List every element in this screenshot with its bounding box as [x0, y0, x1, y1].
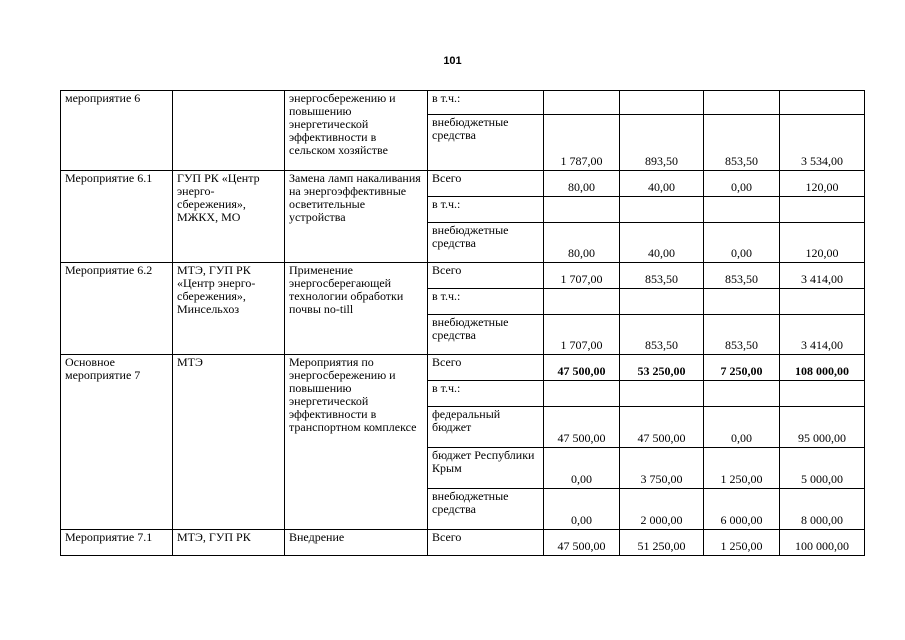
table-row [61, 530, 865, 556]
description-cell: Мероприятия по энергосбережению и повышению энергетической эффективности в транспортном комплексе [285, 355, 428, 530]
value-cell: 0,00 [704, 407, 780, 448]
value-cell: 0,00 [544, 448, 620, 489]
value-cell: 40,00 [620, 171, 704, 197]
source-label-cell: в т.ч.: [428, 197, 544, 223]
page-number: 101 [443, 55, 462, 67]
table-row [61, 355, 865, 381]
value-cell [780, 91, 865, 115]
value-cell: 6 000,00 [704, 489, 780, 530]
source-label-cell: внебюджетные средства [428, 315, 544, 355]
value-cell: 53 250,00 [620, 355, 704, 381]
value-cell: 1 250,00 [704, 530, 780, 556]
source-label-cell: Всего [428, 263, 544, 289]
value-cell: 47 500,00 [544, 530, 620, 556]
value-cell [544, 289, 620, 315]
source-label-cell: Всего [428, 530, 544, 556]
value-cell: 1 250,00 [704, 448, 780, 489]
value-cell [620, 289, 704, 315]
value-cell [780, 381, 865, 407]
source-label-cell: внебюджетные средства [428, 223, 544, 263]
executor-cell: МТЭ [173, 355, 285, 530]
description-cell: Замена ламп накаливания на энергоэффективные осветительные устройства [285, 171, 428, 263]
executor-cell [173, 91, 285, 171]
value-cell: 0,00 [704, 171, 780, 197]
activity-name-cell: мероприятие 6 [61, 91, 173, 171]
value-cell: 0,00 [544, 489, 620, 530]
value-cell: 47 500,00 [544, 355, 620, 381]
value-cell: 1 707,00 [544, 315, 620, 355]
value-cell: 5 000,00 [780, 448, 865, 489]
value-cell: 108 000,00 [780, 355, 865, 381]
value-cell: 80,00 [544, 223, 620, 263]
value-cell [544, 381, 620, 407]
value-cell [620, 381, 704, 407]
value-cell: 47 500,00 [620, 407, 704, 448]
value-cell: 853,50 [704, 115, 780, 171]
source-label-cell: Всего [428, 171, 544, 197]
description-cell: Внедрение [285, 530, 428, 556]
executor-cell: МТЭ, ГУП РК «Центр энерго-сбережения», Минсельхоз [173, 263, 285, 355]
value-cell: 120,00 [780, 171, 865, 197]
executor-cell: ГУП РК «Центр энерго-сбережения», МЖКХ, МО [173, 171, 285, 263]
value-cell: 3 414,00 [780, 263, 865, 289]
activity-name-cell: Мероприятие 7.1 [61, 530, 173, 556]
value-cell [544, 91, 620, 115]
source-label-cell: в т.ч.: [428, 91, 544, 115]
value-cell: 95 000,00 [780, 407, 865, 448]
value-cell: 3 414,00 [780, 315, 865, 355]
source-label-cell: бюджет Республики Крым [428, 448, 544, 489]
value-cell: 893,50 [620, 115, 704, 171]
value-cell [544, 197, 620, 223]
activity-name-cell: Мероприятие 6.2 [61, 263, 173, 355]
value-cell: 853,50 [704, 315, 780, 355]
description-cell: Применение энергосберегающей технологии обработки почвы no-till [285, 263, 428, 355]
value-cell [704, 289, 780, 315]
table-row [61, 263, 865, 289]
value-cell [704, 381, 780, 407]
value-cell: 3 750,00 [620, 448, 704, 489]
value-cell: 100 000,00 [780, 530, 865, 556]
table-row [61, 91, 865, 115]
value-cell: 40,00 [620, 223, 704, 263]
value-cell: 8 000,00 [780, 489, 865, 530]
value-cell: 1 787,00 [544, 115, 620, 171]
value-cell [780, 197, 865, 223]
table-row [61, 171, 865, 197]
executor-cell: МТЭ, ГУП РК [173, 530, 285, 556]
value-cell [704, 197, 780, 223]
value-cell: 2 000,00 [620, 489, 704, 530]
activity-name-cell: Основное мероприятие 7 [61, 355, 173, 530]
source-label-cell: в т.ч.: [428, 289, 544, 315]
value-cell: 1 707,00 [544, 263, 620, 289]
value-cell: 853,50 [620, 263, 704, 289]
value-cell [780, 289, 865, 315]
value-cell: 7 250,00 [704, 355, 780, 381]
source-label-cell: федеральный бюджет [428, 407, 544, 448]
value-cell: 853,50 [704, 263, 780, 289]
value-cell: 120,00 [780, 223, 865, 263]
source-label-cell: Всего [428, 355, 544, 381]
value-cell: 80,00 [544, 171, 620, 197]
source-label-cell: в т.ч.: [428, 381, 544, 407]
description-cell: энергосбережению и повышению энергетической эффективности в сельском хозяйстве [285, 91, 428, 171]
value-cell: 51 250,00 [620, 530, 704, 556]
value-cell: 3 534,00 [780, 115, 865, 171]
source-label-cell: внебюджетные средства [428, 115, 544, 171]
value-cell [620, 91, 704, 115]
value-cell: 47 500,00 [544, 407, 620, 448]
activity-name-cell: Мероприятие 6.1 [61, 171, 173, 263]
budget-table [60, 90, 865, 556]
value-cell [704, 91, 780, 115]
value-cell: 0,00 [704, 223, 780, 263]
value-cell: 853,50 [620, 315, 704, 355]
value-cell [620, 197, 704, 223]
source-label-cell: внебюджетные средства [428, 489, 544, 530]
